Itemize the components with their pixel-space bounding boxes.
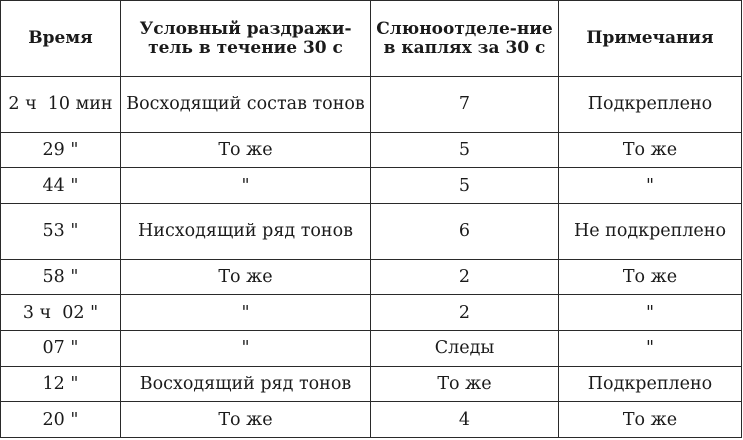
stimulus-cell: Нисходящий ряд тонов	[121, 203, 371, 259]
table-row	[1, 402, 742, 438]
note-cell: То же	[559, 402, 742, 438]
stimulus-cell: То же	[121, 259, 371, 295]
time-cell: 12 "	[1, 366, 121, 402]
table-row	[1, 259, 742, 295]
time-cell: 3 ч 02 "	[1, 295, 121, 331]
time-cell: 20 "	[1, 402, 121, 438]
drops-cell: 7	[371, 77, 559, 133]
stimulus-cell: То же	[121, 402, 371, 438]
drops-cell: 5	[371, 168, 559, 204]
table-row	[1, 132, 742, 168]
header-row	[1, 1, 742, 77]
time-cell: 44 "	[1, 168, 121, 204]
note-cell: Подкреплено	[559, 366, 742, 402]
table-row	[1, 330, 742, 366]
note-cell: "	[559, 295, 742, 331]
header-stimulus: Условный раздражи-тель в течение 30 с	[121, 1, 371, 77]
note-cell: То же	[559, 132, 742, 168]
drops-cell: 2	[371, 259, 559, 295]
note-cell: "	[559, 168, 742, 204]
stimulus-cell: "	[121, 168, 371, 204]
time-cell: 29 "	[1, 132, 121, 168]
table-row	[1, 295, 742, 331]
time-cell: 2 ч 10 мин	[1, 77, 121, 133]
header-notes: Примечания	[559, 1, 742, 77]
note-cell: "	[559, 330, 742, 366]
stimulus-cell: "	[121, 330, 371, 366]
note-cell: Не подкреплено	[559, 203, 742, 259]
time-cell: 58 "	[1, 259, 121, 295]
drops-cell: 5	[371, 132, 559, 168]
header-drops: Слюноотделе-ние в каплях за 30 с	[371, 1, 559, 77]
note-cell: Подкреплено	[559, 77, 742, 133]
time-cell: 53 "	[1, 203, 121, 259]
stimulus-cell: Восходящий ряд тонов	[121, 366, 371, 402]
drops-cell: 6	[371, 203, 559, 259]
table-row	[1, 203, 742, 259]
time-cell: 07 "	[1, 330, 121, 366]
drops-cell: 4	[371, 402, 559, 438]
stimulus-cell: То же	[121, 132, 371, 168]
table-row	[1, 366, 742, 402]
drops-cell: То же	[371, 366, 559, 402]
drops-cell: 2	[371, 295, 559, 331]
table-row	[1, 168, 742, 204]
stimulus-cell: "	[121, 295, 371, 331]
note-cell: То же	[559, 259, 742, 295]
stimulus-cell: Восходящий состав тонов	[121, 77, 371, 133]
header-time: Время	[1, 1, 121, 77]
drops-cell: Следы	[371, 330, 559, 366]
table-row	[1, 77, 742, 133]
